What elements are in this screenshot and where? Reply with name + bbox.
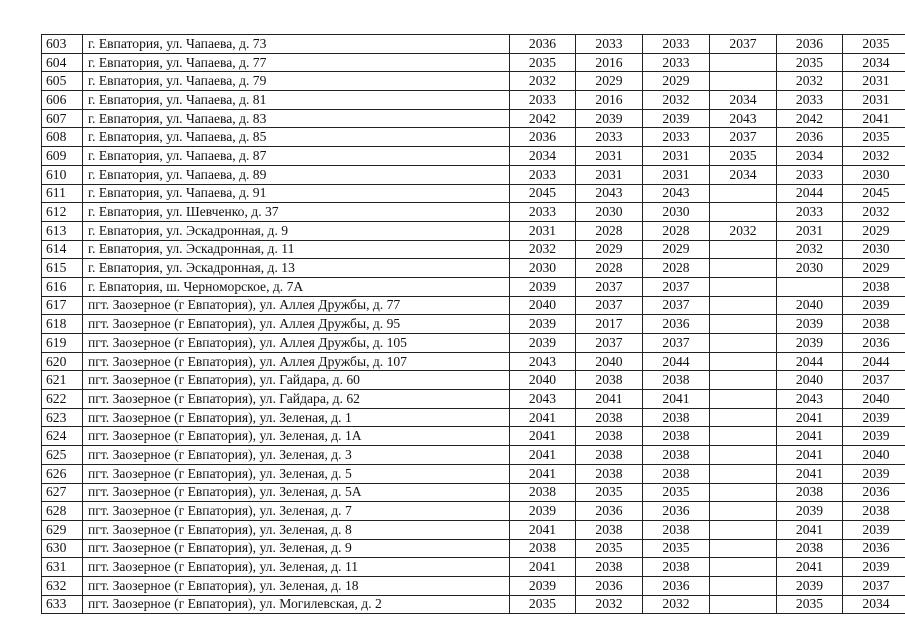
year-cell: 2041 [777, 464, 843, 483]
year-cell: 2041 [777, 520, 843, 539]
year-cell [710, 539, 777, 558]
year-cell: 2039 [777, 576, 843, 595]
year-cell: 2037 [843, 371, 905, 390]
address-cell: пгт. Заозерное (г Евпатория), ул. Зеленая, д. 1А [83, 427, 510, 446]
year-cell: 2039 [843, 408, 905, 427]
year-cell: 2041 [576, 390, 643, 409]
year-cell: 2033 [576, 35, 643, 54]
year-cell: 2039 [510, 502, 576, 521]
year-cell [710, 464, 777, 483]
year-cell: 2040 [510, 371, 576, 390]
year-cell: 2030 [777, 259, 843, 278]
year-cell: 2034 [843, 595, 905, 614]
address-cell: пгт. Заозерное (г Евпатория), ул. Зеленая, д. 3 [83, 446, 510, 465]
table-row [42, 240, 905, 259]
year-cell: 2034 [510, 147, 576, 166]
row-number: 612 [42, 203, 83, 222]
year-cell: 2036 [643, 576, 710, 595]
year-cell: 2040 [777, 371, 843, 390]
year-cell: 2041 [510, 558, 576, 577]
year-cell [710, 53, 777, 72]
year-cell: 2033 [510, 91, 576, 110]
year-cell [710, 334, 777, 353]
year-cell: 2038 [510, 539, 576, 558]
year-cell: 2044 [843, 352, 905, 371]
year-cell: 2037 [843, 576, 905, 595]
address-cell: г. Евпатория, ул. Чапаева, д. 91 [83, 184, 510, 203]
address-cell: г. Евпатория, ул. Эскадронная, д. 9 [83, 221, 510, 240]
table-row [42, 576, 905, 595]
row-number: 632 [42, 576, 83, 595]
year-cell: 2041 [510, 520, 576, 539]
year-cell: 2038 [510, 483, 576, 502]
year-cell [710, 483, 777, 502]
year-cell: 2038 [643, 408, 710, 427]
address-cell: пгт. Заозерное (г Евпатория), ул. Зеленая, д. 5А [83, 483, 510, 502]
year-cell: 2035 [843, 128, 905, 147]
year-cell: 2043 [576, 184, 643, 203]
row-number: 631 [42, 558, 83, 577]
year-cell: 2040 [843, 446, 905, 465]
address-cell: пгт. Заозерное (г Евпатория), ул. Зеленая, д. 8 [83, 520, 510, 539]
year-cell: 2038 [777, 483, 843, 502]
year-cell: 2031 [576, 147, 643, 166]
year-cell: 2029 [843, 221, 905, 240]
table-row [42, 352, 905, 371]
year-cell [710, 259, 777, 278]
row-number: 630 [42, 539, 83, 558]
table-row [42, 259, 905, 278]
year-cell: 2039 [510, 576, 576, 595]
year-cell: 2029 [643, 72, 710, 91]
year-cell: 2036 [576, 502, 643, 521]
year-cell: 2033 [510, 203, 576, 222]
address-cell: пгт. Заозерное (г Евпатория), ул. Аллея Дружбы, д. 77 [83, 296, 510, 315]
address-cell: г. Евпатория, ул. Чапаева, д. 83 [83, 109, 510, 128]
table-row [42, 483, 905, 502]
year-cell: 2033 [576, 128, 643, 147]
year-cell: 2034 [777, 147, 843, 166]
table-row [42, 296, 905, 315]
year-cell: 2040 [843, 390, 905, 409]
year-cell: 2040 [510, 296, 576, 315]
row-number: 613 [42, 221, 83, 240]
year-cell: 2038 [576, 558, 643, 577]
address-cell: пгт. Заозерное (г Евпатория), ул. Зеленая, д. 18 [83, 576, 510, 595]
year-cell: 2039 [843, 464, 905, 483]
table-row [42, 558, 905, 577]
year-cell: 2031 [843, 72, 905, 91]
year-cell: 2043 [510, 352, 576, 371]
year-cell: 2036 [777, 35, 843, 54]
year-cell: 2036 [510, 128, 576, 147]
year-cell [710, 352, 777, 371]
row-number: 605 [42, 72, 83, 91]
table-row [42, 35, 905, 54]
year-cell: 2041 [510, 446, 576, 465]
year-cell: 2036 [643, 502, 710, 521]
year-cell: 2038 [643, 558, 710, 577]
year-cell: 2033 [777, 165, 843, 184]
year-cell: 2032 [576, 595, 643, 614]
year-cell: 2035 [576, 483, 643, 502]
row-number: 618 [42, 315, 83, 334]
row-number: 633 [42, 595, 83, 614]
year-cell: 2035 [510, 595, 576, 614]
year-cell: 2041 [643, 390, 710, 409]
year-cell: 2038 [576, 464, 643, 483]
schedule-table [41, 34, 905, 614]
table-row [42, 446, 905, 465]
address-cell: г. Евпатория, ул. Чапаева, д. 85 [83, 128, 510, 147]
year-cell: 2035 [510, 53, 576, 72]
year-cell: 2039 [777, 315, 843, 334]
address-cell: пгт. Заозерное (г Евпатория), ул. Аллея Дружбы, д. 95 [83, 315, 510, 334]
row-number: 619 [42, 334, 83, 353]
year-cell: 2032 [843, 147, 905, 166]
year-cell: 2031 [843, 91, 905, 110]
row-number: 607 [42, 109, 83, 128]
address-cell: пгт. Заозерное (г Евпатория), ул. Зеленая, д. 11 [83, 558, 510, 577]
year-cell: 2033 [643, 128, 710, 147]
row-number: 610 [42, 165, 83, 184]
year-cell: 2038 [576, 427, 643, 446]
year-cell: 2028 [643, 221, 710, 240]
year-cell [710, 427, 777, 446]
year-cell: 2041 [777, 408, 843, 427]
year-cell: 2036 [643, 315, 710, 334]
year-cell: 2039 [643, 109, 710, 128]
year-cell: 2039 [843, 558, 905, 577]
year-cell: 2039 [843, 296, 905, 315]
row-number: 617 [42, 296, 83, 315]
year-cell: 2030 [643, 203, 710, 222]
address-cell: г. Евпатория, ул. Чапаева, д. 87 [83, 147, 510, 166]
year-cell: 2039 [777, 502, 843, 521]
year-cell: 2038 [843, 502, 905, 521]
table-row [42, 277, 905, 296]
address-cell: г. Евпатория, ш. Черноморское, д. 7А [83, 277, 510, 296]
year-cell: 2030 [576, 203, 643, 222]
year-cell: 2038 [643, 446, 710, 465]
year-cell: 2028 [576, 259, 643, 278]
table-row [42, 203, 905, 222]
year-cell [710, 240, 777, 259]
year-cell: 2038 [777, 539, 843, 558]
year-cell: 2032 [777, 240, 843, 259]
year-cell: 2032 [843, 203, 905, 222]
year-cell: 2041 [843, 109, 905, 128]
year-cell: 2029 [643, 240, 710, 259]
year-cell: 2035 [643, 539, 710, 558]
year-cell: 2041 [510, 427, 576, 446]
year-cell: 2038 [643, 371, 710, 390]
year-cell: 2032 [510, 72, 576, 91]
year-cell: 2017 [576, 315, 643, 334]
year-cell [710, 595, 777, 614]
year-cell [710, 72, 777, 91]
year-cell: 2044 [777, 184, 843, 203]
year-cell: 2032 [643, 595, 710, 614]
year-cell: 2036 [843, 334, 905, 353]
year-cell: 2038 [576, 408, 643, 427]
row-number: 611 [42, 184, 83, 203]
table-row [42, 595, 905, 614]
address-cell: пгт. Заозерное (г Евпатория), ул. Могилевская, д. 2 [83, 595, 510, 614]
row-number: 629 [42, 520, 83, 539]
year-cell: 2036 [510, 35, 576, 54]
year-cell: 2039 [576, 109, 643, 128]
year-cell [710, 371, 777, 390]
year-cell: 2036 [843, 539, 905, 558]
year-cell: 2043 [510, 390, 576, 409]
row-number: 606 [42, 91, 83, 110]
year-cell: 2030 [843, 165, 905, 184]
year-cell: 2041 [510, 464, 576, 483]
year-cell: 2031 [643, 147, 710, 166]
table-row [42, 520, 905, 539]
year-cell: 2039 [510, 334, 576, 353]
year-cell: 2043 [643, 184, 710, 203]
year-cell: 2038 [643, 464, 710, 483]
year-cell: 2032 [643, 91, 710, 110]
row-number: 622 [42, 390, 83, 409]
row-number: 625 [42, 446, 83, 465]
year-cell [710, 520, 777, 539]
year-cell: 2039 [510, 277, 576, 296]
table-row [42, 165, 905, 184]
table-row [42, 147, 905, 166]
year-cell: 2028 [643, 259, 710, 278]
address-cell: пгт. Заозерное (г Евпатория), ул. Гайдара, д. 62 [83, 390, 510, 409]
year-cell: 2037 [576, 296, 643, 315]
address-cell: пгт. Заозерное (г Евпатория), ул. Зеленая, д. 1 [83, 408, 510, 427]
address-cell: пгт. Заозерное (г Евпатория), ул. Зеленая, д. 9 [83, 539, 510, 558]
year-cell: 2035 [710, 147, 777, 166]
year-cell: 2041 [777, 558, 843, 577]
table-row [42, 128, 905, 147]
year-cell: 2037 [710, 128, 777, 147]
address-cell: г. Евпатория, ул. Чапаева, д. 89 [83, 165, 510, 184]
year-cell: 2038 [576, 520, 643, 539]
year-cell: 2033 [777, 91, 843, 110]
year-cell [777, 277, 843, 296]
year-cell: 2042 [777, 109, 843, 128]
year-cell: 2037 [576, 334, 643, 353]
table-row [42, 334, 905, 353]
year-cell: 2029 [843, 259, 905, 278]
year-cell: 2043 [710, 109, 777, 128]
year-cell: 2035 [576, 539, 643, 558]
year-cell: 2033 [777, 203, 843, 222]
row-number: 620 [42, 352, 83, 371]
address-cell: г. Евпатория, ул. Эскадронная, д. 11 [83, 240, 510, 259]
year-cell: 2037 [643, 334, 710, 353]
year-cell: 2044 [777, 352, 843, 371]
year-cell [710, 203, 777, 222]
table-row [42, 464, 905, 483]
year-cell [710, 446, 777, 465]
row-number: 616 [42, 277, 83, 296]
year-cell: 2041 [777, 446, 843, 465]
year-cell: 2039 [777, 334, 843, 353]
year-cell: 2044 [643, 352, 710, 371]
year-cell: 2030 [843, 240, 905, 259]
year-cell: 2039 [510, 315, 576, 334]
year-cell: 2034 [843, 53, 905, 72]
address-cell: пгт. Заозерное (г Евпатория), ул. Аллея Дружбы, д. 107 [83, 352, 510, 371]
year-cell [710, 576, 777, 595]
year-cell: 2031 [576, 165, 643, 184]
year-cell [710, 502, 777, 521]
year-cell: 2034 [710, 165, 777, 184]
year-cell: 2039 [843, 520, 905, 539]
year-cell: 2029 [576, 72, 643, 91]
year-cell: 2041 [510, 408, 576, 427]
year-cell: 2040 [576, 352, 643, 371]
row-number: 615 [42, 259, 83, 278]
row-number: 604 [42, 53, 83, 72]
table-row [42, 408, 905, 427]
year-cell: 2037 [576, 277, 643, 296]
year-cell: 2029 [576, 240, 643, 259]
year-cell: 2041 [777, 427, 843, 446]
year-cell: 2035 [777, 53, 843, 72]
year-cell: 2033 [510, 165, 576, 184]
year-cell: 2035 [843, 35, 905, 54]
table-body [42, 35, 905, 614]
row-number: 628 [42, 502, 83, 521]
table-row [42, 109, 905, 128]
year-cell: 2040 [777, 296, 843, 315]
row-number: 621 [42, 371, 83, 390]
year-cell: 2034 [710, 91, 777, 110]
year-cell: 2035 [643, 483, 710, 502]
year-cell: 2016 [576, 53, 643, 72]
year-cell: 2032 [710, 221, 777, 240]
year-cell: 2038 [576, 446, 643, 465]
address-cell: пгт. Заозерное (г Евпатория), ул. Зеленая, д. 7 [83, 502, 510, 521]
table-row [42, 72, 905, 91]
year-cell [710, 184, 777, 203]
year-cell: 2035 [777, 595, 843, 614]
row-number: 609 [42, 147, 83, 166]
year-cell: 2036 [843, 483, 905, 502]
row-number: 603 [42, 35, 83, 54]
address-cell: г. Евпатория, ул. Шевченко, д. 37 [83, 203, 510, 222]
year-cell: 2033 [643, 35, 710, 54]
address-cell: пгт. Заозерное (г Евпатория), ул. Гайдара, д. 60 [83, 371, 510, 390]
address-cell: г. Евпатория, ул. Чапаева, д. 73 [83, 35, 510, 54]
year-cell: 2043 [777, 390, 843, 409]
year-cell: 2028 [576, 221, 643, 240]
address-cell: пгт. Заозерное (г Евпатория), ул. Аллея Дружбы, д. 105 [83, 334, 510, 353]
table-row [42, 539, 905, 558]
year-cell: 2042 [510, 109, 576, 128]
table-row [42, 390, 905, 409]
table-row [42, 315, 905, 334]
table-row [42, 184, 905, 203]
year-cell [710, 390, 777, 409]
year-cell: 2038 [576, 371, 643, 390]
year-cell: 2031 [510, 221, 576, 240]
table-row [42, 502, 905, 521]
year-cell [710, 408, 777, 427]
year-cell: 2037 [643, 277, 710, 296]
year-cell: 2039 [843, 427, 905, 446]
row-number: 614 [42, 240, 83, 259]
year-cell: 2016 [576, 91, 643, 110]
address-cell: г. Евпатория, ул. Эскадронная, д. 13 [83, 259, 510, 278]
row-number: 627 [42, 483, 83, 502]
address-cell: г. Евпатория, ул. Чапаева, д. 81 [83, 91, 510, 110]
year-cell: 2045 [843, 184, 905, 203]
address-cell: пгт. Заозерное (г Евпатория), ул. Зеленая, д. 5 [83, 464, 510, 483]
year-cell: 2033 [643, 53, 710, 72]
year-cell: 2038 [843, 277, 905, 296]
year-cell: 2032 [510, 240, 576, 259]
year-cell: 2031 [777, 221, 843, 240]
year-cell: 2045 [510, 184, 576, 203]
year-cell [710, 315, 777, 334]
row-number: 623 [42, 408, 83, 427]
year-cell: 2038 [643, 520, 710, 539]
year-cell: 2036 [576, 576, 643, 595]
year-cell: 2038 [643, 427, 710, 446]
year-cell: 2036 [777, 128, 843, 147]
year-cell [710, 296, 777, 315]
year-cell: 2037 [710, 35, 777, 54]
year-cell: 2038 [843, 315, 905, 334]
year-cell [710, 558, 777, 577]
table-row [42, 53, 905, 72]
year-cell: 2032 [777, 72, 843, 91]
table-row [42, 427, 905, 446]
row-number: 608 [42, 128, 83, 147]
table-row [42, 221, 905, 240]
year-cell [710, 277, 777, 296]
row-number: 626 [42, 464, 83, 483]
year-cell: 2030 [510, 259, 576, 278]
year-cell: 2037 [643, 296, 710, 315]
table-row [42, 91, 905, 110]
year-cell: 2031 [643, 165, 710, 184]
address-cell: г. Евпатория, ул. Чапаева, д. 79 [83, 72, 510, 91]
address-cell: г. Евпатория, ул. Чапаева, д. 77 [83, 53, 510, 72]
table-row [42, 371, 905, 390]
row-number: 624 [42, 427, 83, 446]
